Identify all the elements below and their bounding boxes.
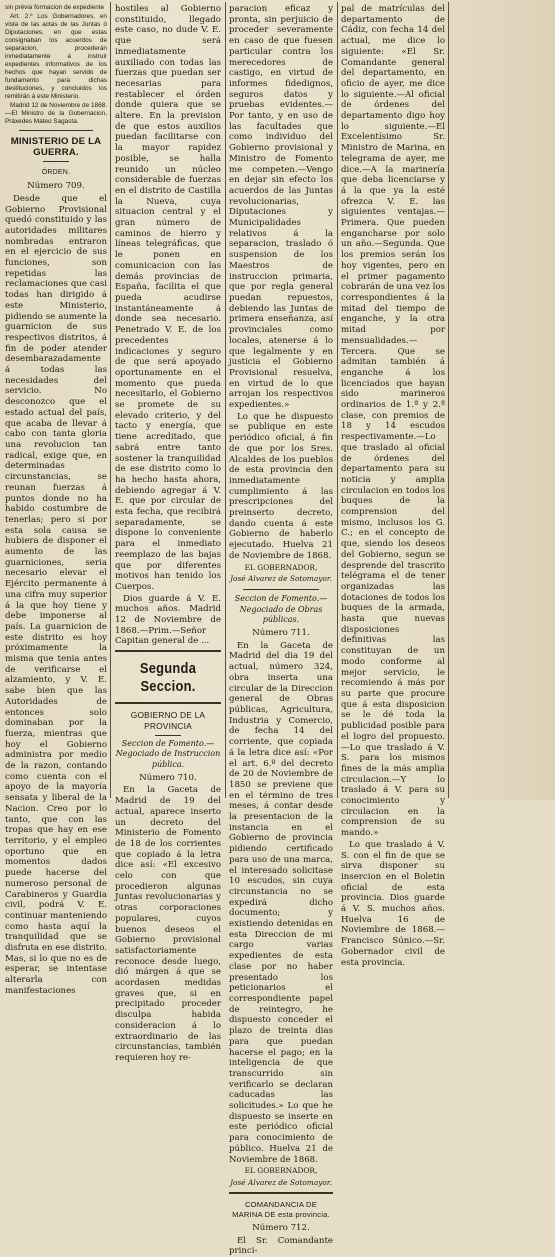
- divider: [19, 130, 93, 131]
- notice-publication: Lo que he dispuesto se publique en este periódico oficial, á fin de que por los Sres. Alcaldes de los pueblos de esta provincia den inmediatamente cumplimiento á las prescripciones del preinserto decreto, dando cuenta á este Gobierno de haberlo ejecutado. Huelva 21 de Noviembre de 1868.: [229, 411, 333, 561]
- divider: [155, 735, 181, 736]
- column-3: [229, 4, 333, 1257]
- order-closing: Dios guarde á V. E. muchos años. Madrid 12 de Noviembre de 1868.—Prim.—Señor Capitan general de ...: [115, 593, 221, 647]
- divider: [115, 702, 221, 704]
- order-label: ÓRDEN.: [41, 169, 71, 177]
- notice-body: El Sr. Comandante princi-: [229, 1235, 333, 1257]
- section-title: Segunda Seccion.: [139, 660, 197, 696]
- government-heading: GOBIERNO DE LA PROVINCIA: [130, 710, 206, 731]
- decree-date-signature: Madrid 12 de Noviembre de 1868. —El Ministro de la Gobernacion, Práxedes Mateo Sagasta.: [5, 102, 107, 125]
- signature-title: EL GOBERNADOR,: [244, 1166, 318, 1176]
- column-2: [115, 4, 221, 1063]
- decree-article: Art. 2.º Los Gobernadores, en vista de las actas de las Juntas ó Diputaciones, en que estas consignaban los acuerdos de separacion, procederán inmediatamente á instruir expedientes informativos de los hechos que hayan servido de fundamento para dichas destituciones, y concluidos los remitirán á este Ministerio.: [5, 13, 107, 100]
- marine-notice-closing: Lo que traslado á V. S. con el fin de que se sirva disponer su insercion en el Boletin oficial de esta provincia. Dios guarde á V. S. muchos años. Huelva 16 de Noviembre de 1868.—Francisco Súnico.—Sr. Gobernador civil de esta provincia.: [341, 839, 445, 968]
- column-rule: [448, 2, 449, 798]
- order-body: Desde que el Gobierno Provisional quedó constituido y las autoridades militares nombradas entraron en el ejercicio de sus funciones, son repetidas las reclamaciones que casi todas han dirigido á este Ministerio, pidiendo se aumente la guarnicion de sus respectivos distritos, á fin de poder atender desembarazadamente á todas las necesidades del servicio. No desconozco que el estado actual del país, que acaba de llevar á cabo con tanta gloria una revolucion tan radical, exige que, en determinadas circunstancias, se reunan fuerzas á puntos donde no ha habido costumbre de tenerlas; pero si por esta sola causa se hubiera de disponer el aumento de las guarniciones, seria necesario elevar el Ejército permanente á una cifra muy superior á la que hoy tiene y debe imponerse al país. La guarnicion de este distrito es hoy próximamente la misma que tenia antes de verificarse el alzamiento, y V. E. sabe bien que las Autoridades de entonces solo dominaban por la fuerza, mientras que hoy el Gobierno administra por medio de la razon, contando como cuenta con el apoyo de la mayoría sensata y liberal de la Nacion. Creo por lo tanto, que con las tropas que hay en ese territorio, y el empleo oportuno que en momentos dados puede hacerse del numeroso personal de Carabineros y Guardia civil, podrá V. E. continuar manteniendo como hasta aquí la tranquilidad que se disfruta en ese distrito. Mas, si lo que no es de esperar, se intentase alterarla con manifestaciones: [5, 193, 107, 996]
- ministry-heading: MINISTERIO DE LA GUERRA.: [10, 136, 102, 158]
- divider: [43, 161, 69, 162]
- signature-name: José Alvarez de Sotomayor.: [230, 1177, 332, 1187]
- subsection-heading: Seccion de Fomento.—Negociado de Instruccion pública.: [115, 738, 221, 769]
- comandancia-heading: COMANDANCIA DE MARINA DE esta provincia.: [232, 1199, 330, 1220]
- signature-title: EL GOBERNADOR,: [244, 562, 318, 572]
- decree-fragment: [5, 4, 107, 126]
- column-rule: [110, 2, 111, 798]
- order-number: Número 709.: [27, 181, 85, 192]
- column-5: [452, 4, 551, 796]
- signature-name: José Alvarez de Sotomayor.: [230, 574, 332, 584]
- notice-body: En la Gaceta de Madrid de 19 del actual, aparece inserto un decreto del Ministerio de Fomento de 18 de los corrientes que copiado á la letra dice así: «El excesivo celo con que procedieron algunas Juntas revolucionarias y otras corporaciones populares, cuyos buenos deseos el Gobierno provisional satisfactoriamente reconoce desde luego, dió márgen á que se acordasen medidas graves que, si en precipitado proceder disculpa habida consideracion á lo extraordinario de las circunstancias, también requieren hoy re-: [115, 785, 221, 1063]
- column-1: [5, 4, 107, 996]
- notice-number: Número 712.: [252, 1223, 310, 1234]
- column-4: [341, 4, 445, 968]
- order-body-continued: hostiles al Gobierno constituido, llegado este caso, no dude V. E. que será inmediatamente auxiliado con todas las fuerzas que puedan ser necesarias para restablecer el órden donde quiera que se altere. En la prevision de que estos auxilios puedan facilitarse con la mayor rapidez posible, se halla reunido un núcleo considerable de fuerzas en el distrito de Castilla la Nueva, cuya situacion central y el gran número de caminos de hierro y líneas telegráficas, que le ponen en comunicacion con las demás provincias de España, facilita el que pueda acudirse instantáneamente á donde sea necesario. Penetrado V. E. de los precedentes indicaciones y seguro de que será apoyado oportunamente en el momento que pueda necesitarlo, el Gobierno se promete de su elevado criterio, y del tacto y energía, que tiene acreditado, que sabrá entre tanto sostener la tranquilidad de ese distrito como lo ha hecho hasta ahora, debiendo agregar á V. E. que por circular de esta fecha, que recibirá separadamente, se dispone lo conveniente para el inmediato reemplazo de las bajas que por diferentes motivos han tenido los Cuerpos.: [115, 4, 221, 592]
- column-rule: [337, 2, 338, 798]
- divider: [229, 1192, 333, 1194]
- divider: [243, 589, 319, 590]
- notice-body-continued: paracion eficaz y pronta, sin perjuicio de proceder severamente en caso de que fuesen particular contra los merecedores de castigo, en virtud de informes fidedignos, seguros datos y pruebas evidentes.—Por tanto, y en uso de las facultades que como individuo del Gobierno provisional y Ministro de Fomento me competen.—Vengo en dejar sin efecto los acuerdos de las Juntas revolucionarias, Diputaciones y Municipalidades relativos á la separacion, traslado ó suspension de los Maestros de instruccion primaria, que por regla general puedan repuestos, debiendo las Juntas de primera enseñanza, así provinciales como locales, atenerse á lo que legalmente y en justicia el Gobierno Provisional resuelva, en virtud de lo que arrojan los respectivos expedientes.»: [229, 4, 333, 411]
- notice-number: Número 711.: [252, 628, 310, 639]
- divider: [115, 650, 221, 652]
- decree-line: sin prévia formacion de expediente: [5, 4, 105, 11]
- notice-body: En la Gaceta de Madrid del dia 19 del actual, número 324, obra inserta una circular de la Direccion general de Obras públicas, Agricultura, Industria y Comercio, de fecha 14 del corriente, que copiada á la letra dice así: «Por el art. 6.º del decreto de 20 de Noviembre de 1850 se previene que en el término de tres meses, á contar desde la presentacion de la instancia en el Gobierno de provincia pidiendo certificado para uso de una marca, el interesado solicitase 10 escudos, sin cuya circunstancia no se expedirá dicho documento; y existiendo detenidas en esta Direccion de mi cargo varias expedientes de esta clase por no haber presentado los peticionarios el correspondiente papel de reintegro, he dispuesto conceder el plazo de treinta dias para que puedan hacerse el pago; en la inteligencia de que transcurrido sin verificarlo se declaran caducadas las solicitudes.» Lo que he dispuesto se inserte en este periódico oficial para conocimiento de público. Huelva 21 de Noviembre de 1868.: [229, 640, 333, 1165]
- column-rule: [225, 2, 226, 798]
- marine-notice-body: pal de matrículas del departamento de Cádiz, con fecha 14 del actual, me dice lo siguiente: «El Sr. Comandante general del departamento, en oficio de ayer, me dice lo siguiente.—Al oficial de órdenes del departamento digo hoy lo siguiente.—El Excelentísimo Sr. Ministro de Marina, en telegrama de ayer, me dice.—A la marinería que deba licenciarse y á la que ya la esté ofrezca V. E. las siguientes ventajas.—Primera. Que pueden engancharse por solo un año.—Segunda. Que los premios serán los hoy vigentes, pero en el primer pagamento cobrarán de una vez los correspondientes á la mitad del tiempo de enganche, y la otra mitad por mensualidades.—Tercera. Que se admitan también á enganche á los licenciados que hayan sido marineros ordinarios de 1.ª y 2.ª clase, con premios de 18 y 14 escudos respectivamente.—Lo que traslado al oficial de órdenes del departamento para su noticia y amplia circulacion en todos los buques de la comprension del mismo, inclusos los G. C.; en el concepto de que, siendo los deseos del Gobierno, segun se desprende del trascrito telégrama el de tener organizadas las dotaciones de todos los buques de la armada, hasta que nuevas disposiciones definitivas las constituyan de un modo conforme al mejor servicio, le recomiendo á más por su parte que procure que á esta disposicion se le dé toda la publicidad posible para el logro del propuesto. —Lo que traslado á V. S. para los mismos fines de la más amplia circulacion.—Y lo traslado á V. para su conocimiento y circulacion en la comprension de su mando.»: [341, 4, 445, 839]
- subsection-heading: Seccion de Fomento.—Negociado de Obras públicas.: [234, 593, 328, 625]
- notice-number: Número 710.: [139, 772, 197, 783]
